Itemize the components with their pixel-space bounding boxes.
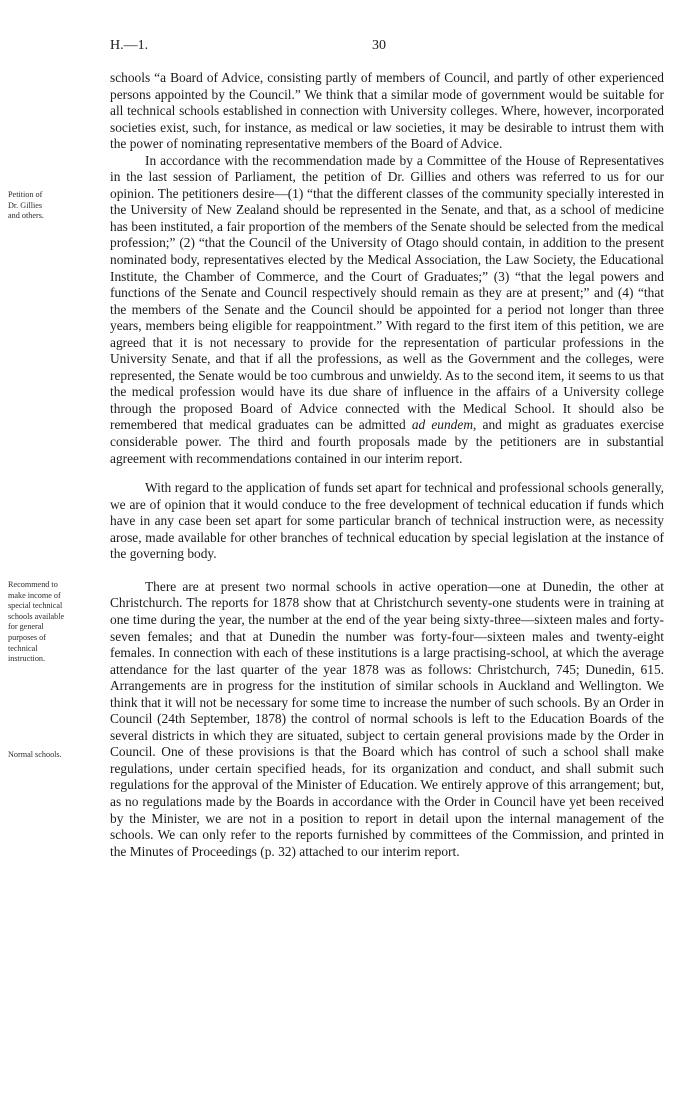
margin-note-normal-schools: Normal schools. — [8, 750, 62, 759]
paragraph-normal-schools: There are at present two normal schools in active operation—one at Dunedin, the other at Christchurch. The reports for 1878 show that at Christchurch seventy-one students were in training at one time during the year, the number at the end of the year being sixty-three—sixteen males and forty-seven females; and that at Dunedin the number was forty-four—sixteen males and twenty-eight females. In connection with each of these institutions is a large practising-school, at which the average attendance for the last quarter of the year 1878 was as follows: Christchurch, 745; Dunedin, 615. Arrangements are in progress for the institution of similar schools in Auckland and Wellington. We think that it will not be necessary for some time to increase the number of such schools. By an Order in Council (24th September, 1878) the control of normal schools is left to the Education Boards of the several districts in which they are situated, subject to certain general provisions made by the Order in Council. One of these provisions is that the Board which has control of such a school shall make regulations, under certain specified heads, for its organization and conduct, and shall submit such regulations for the approval of the Minister of Education. We entirely approve of this arrangement; but, as no regulations made by the Boards in accordance with the Order in Council have yet been received by the Minister, we are not in a position to report in detail upon the internal management of the schools. We can only refer to the reports furnished by committees of the Commission, and printed in the Minutes of Proceedings (p. 32) attached to our interim report. — [110, 578, 664, 859]
paragraph-petition — [110, 153, 664, 467]
margin-note-petition — [8, 190, 100, 222]
latin-phrase: ad eundem — [411, 417, 473, 433]
margin-note-line: purposes of — [8, 632, 46, 642]
paragraph-board-of-advice: schools “a Board of Advice, consisting partly of members of Council, and partly of other experienced persons appointed by the Council.” We think that a similar mode of government would be suitable for all technical schools established in connection with University colleges. Where, however, incorporated societies exist, such, for instance, as medical or law societies, it may be desirable to intrust them with the power of nominating representative members of the Board of Advice. — [110, 70, 664, 152]
body-text — [110, 70, 664, 860]
margin-note-line: technical — [8, 643, 38, 653]
petition-text: In accordance with the recommendation made by a Committee of the House of Representatives in the last session of Parliament, the petition of Dr. Gillies and others was referred to us for our opinion. The petitioners desire—(1) “that the different classes of the community specially interested in the University of New Zealand should be represented in the Senate, and that, as a school of medicine has been instituted, a fair proportion of the members of the Senate should be selected from the medical profession;” (2) “that the Council of the University of Otago should contain, in addition to the present nominated body, representatives elected by the Medical Association, the Law Society, the Educational Institute, the Chamber of Commerce, and the Court of Graduates;” (3) “that the legal powers and functions of the Senate and Council respectively should remain as they are at present;” and (4) “that the members of the Senate and the Council should be appointed for a period not longer than three years, members being eligible for reappointment.” With regard to the first item of this petition, we are agreed that it is not necessary to provide for the representation of particular professions in the University Senate, and that if all the professions, as well as the Government and the colleges, were represented, the Senate would be too cumbrous and unwieldy. As to the second item, it seems to us that the medical profession would have its due share of influence in the affairs of a University college through the proposed Board of Advice connected with the Medical School. It should also be remembered that medical graduates can be admitted — [110, 152, 664, 433]
petition-text-end: , and might as graduates exercise considerable power. The third and fourth proposals made by the petitioners are in substantial agreement with recommendations contained in our interim report. — [110, 417, 664, 466]
margin-note-line: Petition of — [8, 190, 43, 199]
page-number: 30 — [372, 38, 386, 53]
paragraph-technical-funds: With regard to the application of funds set apart for technical and professional schools generally, we are of opinion that it would conduce to the free development of technical education if funds which have in any case been set apart for some particular branch of technical instruction were, as necessity arose, made available for other branches of technical education by special legislation at the instance of the governing body. — [110, 480, 664, 562]
margin-note-line: Recommend to — [8, 580, 58, 589]
margin-note-line: for general — [8, 622, 44, 632]
margin-note-recommend — [8, 580, 100, 665]
margin-note-line: Dr. Gillies — [8, 200, 43, 210]
margin-note-line: make income of — [8, 590, 61, 600]
margin-note-line: schools available — [8, 611, 65, 621]
document-code: H.—1. — [110, 38, 149, 53]
margin-note-line: instruction. — [8, 654, 46, 664]
margin-note-line: and others. — [8, 211, 44, 221]
margin-note-line: special technical — [8, 601, 63, 611]
